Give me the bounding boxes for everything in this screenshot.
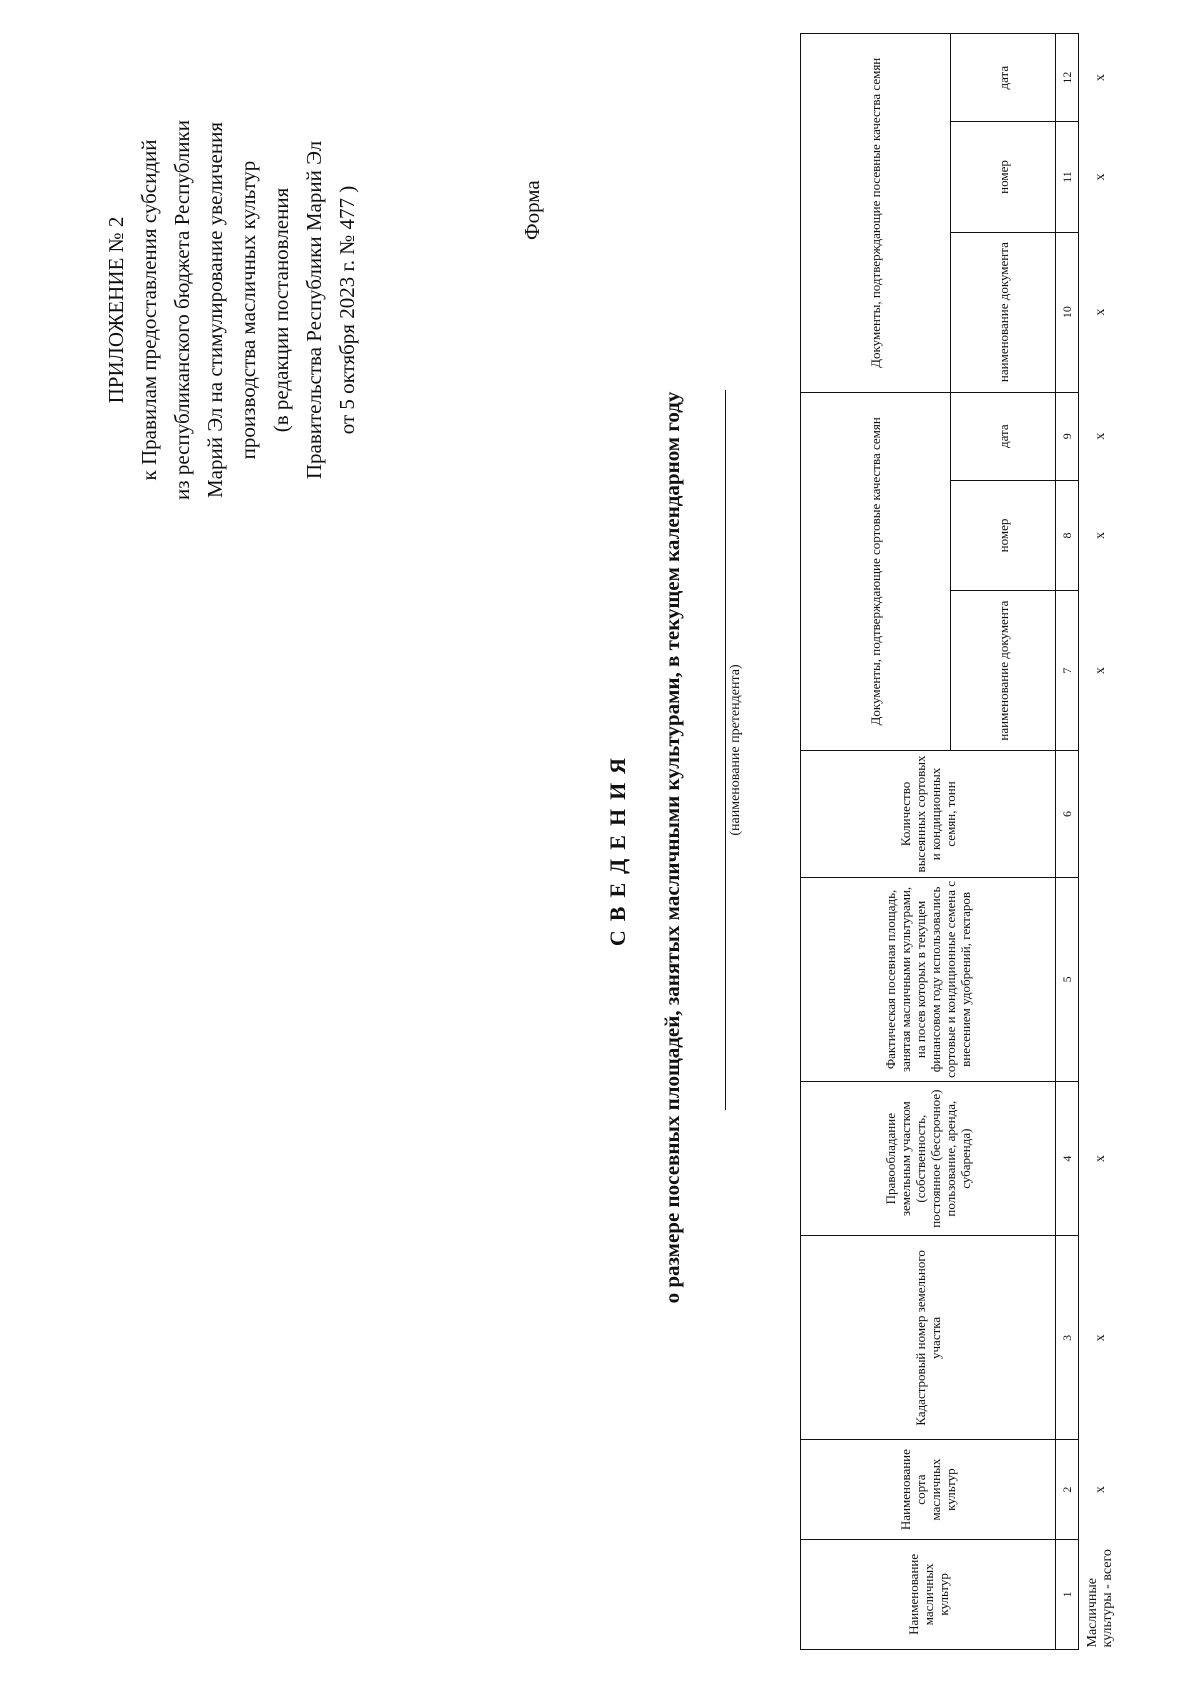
appendix-line: производства масличных культур bbox=[236, 160, 260, 460]
appendix-line: к Правилам предоставления субсидий bbox=[137, 139, 161, 481]
table-row-total bbox=[1079, 34, 1122, 1650]
appendix-title: ПРИЛОЖЕНИЕ № 2 bbox=[104, 216, 128, 404]
table-cell: х bbox=[1092, 173, 1108, 181]
column-number: 8 bbox=[1056, 480, 1079, 590]
column-number: 11 bbox=[1056, 122, 1079, 232]
column-number: 4 bbox=[1056, 1081, 1079, 1235]
column-number: 1 bbox=[1056, 1539, 1079, 1649]
applicant-name-line bbox=[725, 390, 726, 1110]
header-sown-area: Фактическая посевная площадь, занятая масличными культурами, на посев которых в текущем финансовом году использовались сортовые и кондиционные семена с внесением удобрений, гектаров bbox=[801, 877, 1056, 1081]
appendix-date-line: от 5 октября 2023 г. № 477 ) bbox=[335, 185, 359, 435]
document-subtitle: о размере посевных площадей, занятых масличными культурами, в текущем календарном году bbox=[660, 391, 684, 1304]
header-varietal-doc-name: наименование документа bbox=[951, 591, 1056, 751]
appendix-line: (в редакции постановления bbox=[269, 187, 293, 433]
header-varietal-docs: Документы, подтверждающие сортовые качества семян bbox=[801, 392, 951, 750]
table-cell bbox=[1079, 751, 1122, 878]
row-label: Масличные культуры - всего bbox=[1085, 1549, 1115, 1648]
column-number: 9 bbox=[1056, 392, 1079, 480]
header-seed-quantity: Количество высеянных сортовых и кондиционных семян, тонн bbox=[801, 751, 1056, 878]
table-cell: х bbox=[1092, 432, 1108, 440]
column-number: 2 bbox=[1056, 1440, 1079, 1539]
header-sowing-doc-date: дата bbox=[951, 34, 1056, 122]
table-cell: х bbox=[1092, 1155, 1108, 1163]
table-cell: х bbox=[1092, 308, 1108, 316]
column-number: 5 bbox=[1056, 877, 1079, 1081]
column-numbers-row bbox=[1056, 34, 1079, 1650]
applicant-caption: (наименование претендента) bbox=[728, 664, 743, 836]
data-table bbox=[800, 33, 1121, 1650]
header-sowing-doc-number: номер bbox=[951, 122, 1056, 232]
header-crop-name: Наименование масличных культур bbox=[801, 1539, 1056, 1649]
appendix-line: Правительства Республики Марий Эл bbox=[302, 140, 326, 480]
header-varietal-doc-number: номер bbox=[951, 480, 1056, 590]
header-sowing-docs: Документы, подтверждающие посевные качества семян bbox=[801, 34, 951, 393]
table-cell: х bbox=[1092, 1334, 1108, 1342]
header-variety-name: Наименование сорта масличных культур bbox=[801, 1440, 1056, 1539]
header-sowing-doc-name: наименование документа bbox=[951, 232, 1056, 392]
header-cadastral-number: Кадастровый номер земельного участка bbox=[801, 1236, 1056, 1440]
column-number: 10 bbox=[1056, 232, 1079, 392]
table-cell: х bbox=[1092, 531, 1108, 539]
document-title: СВЕДЕНИЯ bbox=[605, 748, 630, 947]
table-cell: х bbox=[1092, 1486, 1108, 1494]
header-land-rights: Правообладание земельным участком (собственность, постоянное (бессрочное) пользование, аренда, субаренда) bbox=[801, 1081, 1056, 1235]
appendix-line: из республиканского бюджета Республики bbox=[170, 120, 194, 500]
column-number: 7 bbox=[1056, 591, 1079, 751]
column-number: 3 bbox=[1056, 1236, 1079, 1440]
column-number: 6 bbox=[1056, 751, 1079, 878]
appendix-line: Марий Эл на стимулирование увеличения bbox=[203, 121, 227, 499]
table-cell: х bbox=[1092, 667, 1108, 675]
column-number: 12 bbox=[1056, 34, 1079, 122]
form-label: Форма bbox=[520, 180, 544, 240]
table-cell: х bbox=[1092, 74, 1108, 82]
appendix-block bbox=[100, 70, 364, 550]
header-varietal-doc-date: дата bbox=[951, 392, 1056, 480]
table-cell bbox=[1079, 877, 1122, 1081]
